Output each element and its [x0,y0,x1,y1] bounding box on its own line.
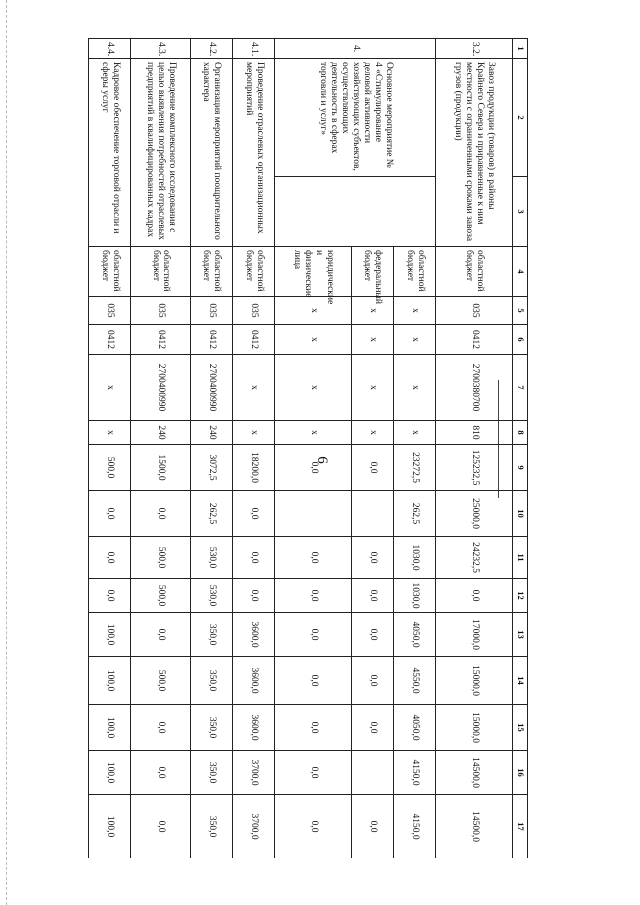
code-section: 0412 [436,325,513,355]
amount-col-15: 0,0 [275,705,352,751]
activity-name: Проведение отраслевых организационных мероприятий [233,59,275,247]
amount-col-12: 0,0 [275,579,352,613]
table-row [394,39,436,859]
amount-col-17: 0,0 [351,795,393,859]
activity-name: Основное мероприятие № 4 «Стимулирование деловой активности хозяйствующих субъектов, осуществляющих деятельность в сферах торговли и услуг» [275,59,436,177]
amount-col-13: 17000,0 [436,613,513,657]
amount-col-14: 350,0 [190,657,232,705]
amount-col-10: 0,0 [89,491,131,537]
amount-col-9: 18200,0 [233,445,275,491]
row-number: 4.2. [190,39,232,59]
code-grbs: 035 [233,297,275,325]
amount-col-15: 0,0 [351,705,393,751]
amount-col-14: 3600,0 [233,657,275,705]
amount-col-10: 0,0 [233,491,275,537]
amount-col-15: 4050,0 [394,705,436,751]
amount-col-12: 0,0 [89,579,131,613]
code-section: х [275,325,352,355]
amount-col-17: 14500,0 [436,795,513,859]
amount-col-13: 350,0 [190,613,232,657]
amount-col-11: 0,0 [89,537,131,579]
amount-col-17: 0,0 [275,795,352,859]
column-number-13: 13 [513,613,528,657]
activity-name: Организация мероприятий поощрительного характера [190,59,232,247]
amount-col-17: 4150,0 [394,795,436,859]
page-number: 6 [314,456,330,464]
amount-col-15: 15000,0 [436,705,513,751]
code-grbs: х [275,297,352,325]
column-number-4: 4 [513,247,528,297]
activity-name: Проведение комплексного исследования с целью выявления потребностей отраслевых предприятий в квалифицированных кадрах [131,59,190,247]
amount-col-15: 3600,0 [233,705,275,751]
amount-col-10 [351,491,393,537]
amount-col-10 [275,491,352,537]
amount-col-11: 0,0 [351,537,393,579]
amount-col-9: 0,0 [351,445,393,491]
activity-name: Завоз продукции (товаров) в районы Крайнего Севера и приравненные к ним местности с ограниченными сроками завоза грузов (продукции) [436,59,513,247]
code-target: х [275,355,352,421]
amount-col-14: 0,0 [351,657,393,705]
amount-col-11: 0,0 [233,537,275,579]
amount-col-10: 262,5 [190,491,232,537]
header-row [513,39,528,859]
amount-col-17: 0,0 [131,795,190,859]
column-number-2: 2 [513,59,528,177]
column-number-5: 5 [513,297,528,325]
amount-col-16: 4150,0 [394,751,436,795]
column-number-9: 9 [513,445,528,491]
row-number: 4.3. [131,39,190,59]
amount-col-12: 1030,0 [394,579,436,613]
amount-col-9: 1500,0 [131,445,190,491]
activity-name: Кадровое обеспечение торговой отрасли и сферы услуг [89,59,131,247]
amount-col-11: 1030,0 [394,537,436,579]
rotated-table-wrapper [88,38,528,858]
code-grbs: х [351,297,393,325]
amount-col-12: 530,0 [190,579,232,613]
amount-col-13: 0,0 [275,613,352,657]
column-number-7: 7 [513,355,528,421]
amount-col-13: 0,0 [131,613,190,657]
code-target: х [89,355,131,421]
funding-source: юридические и физические лица [275,247,352,297]
funding-source: областной бюджет [190,247,232,297]
amount-col-16: 350,0 [190,751,232,795]
amount-col-9: 23272,5 [394,445,436,491]
amount-col-16: 100,0 [89,751,131,795]
code-section: х [394,325,436,355]
code-grbs: 035 [89,297,131,325]
code-target: х [233,355,275,421]
code-type: х [351,421,393,445]
amount-col-9: 3072,5 [190,445,232,491]
code-grbs: х [394,297,436,325]
column-number-14: 14 [513,657,528,705]
left-edge-marks [6,0,13,905]
row-number: 4. [275,39,436,59]
column-number-16: 16 [513,751,528,795]
amount-col-14: 15000,0 [436,657,513,705]
amount-col-16: 0,0 [275,751,352,795]
amount-col-11: 500,0 [131,537,190,579]
budget-table [88,38,528,858]
amount-col-16 [351,751,393,795]
column-number-6: 6 [513,325,528,355]
code-type: 240 [131,421,190,445]
code-section: 0412 [131,325,190,355]
code-type: х [275,421,352,445]
funding-source: федеральный бюджет [351,247,393,297]
funding-source: областной бюджет [89,247,131,297]
table-row [131,39,190,859]
funding-source: областной бюджет [394,247,436,297]
code-type: 810 [436,421,513,445]
amount-col-17: 350,0 [190,795,232,859]
amount-col-14: 4550,0 [394,657,436,705]
column-number-1: 1 [513,39,528,59]
amount-col-13: 4050,0 [394,613,436,657]
amount-col-15: 0,0 [131,705,190,751]
amount-col-13: 0,0 [351,613,393,657]
table-row [436,39,513,859]
amount-col-11: 0,0 [275,537,352,579]
code-type: х [394,421,436,445]
amount-col-16: 14500,0 [436,751,513,795]
amount-col-14: 100,0 [89,657,131,705]
amount-col-12: 500,0 [131,579,190,613]
amount-col-15: 100,0 [89,705,131,751]
table-row [89,39,131,859]
amount-col-10: 0,0 [131,491,190,537]
funding-source: областной бюджет [233,247,275,297]
table-stage [88,38,528,858]
funding-source: областной бюджет [131,247,190,297]
code-grbs: 035 [436,297,513,325]
amount-col-16: 0,0 [131,751,190,795]
row-number: 4.4. [89,39,131,59]
amount-col-14: 0,0 [275,657,352,705]
code-target: 2700400990 [190,355,232,421]
amount-col-9: 125232,5 [436,445,513,491]
amount-col-13: 100,0 [89,613,131,657]
code-target: х [351,355,393,421]
code-target: х [394,355,436,421]
code-target: 2700400990 [131,355,190,421]
code-section: 0412 [190,325,232,355]
code-type: х [89,421,131,445]
amount-col-17: 100,0 [89,795,131,859]
funding-source: областной бюджет [436,247,513,297]
amount-col-14: 500,0 [131,657,190,705]
column-number-17: 17 [513,795,528,859]
code-target: 2700380700 [436,355,513,421]
amount-col-12: 0,0 [233,579,275,613]
amount-col-12: 0,0 [351,579,393,613]
row-number: 4.1. [233,39,275,59]
code-section: 0412 [89,325,131,355]
code-section: х [351,325,393,355]
amount-col-10: 25000,0 [436,491,513,537]
table-row [190,39,232,859]
amount-col-17: 3700,0 [233,795,275,859]
code-grbs: 035 [190,297,232,325]
amount-col-11: 530,0 [190,537,232,579]
code-section: 0412 [233,325,275,355]
amount-col-12: 0,0 [436,579,513,613]
column-number-3: 3 [513,177,528,247]
column-number-8: 8 [513,421,528,445]
responsible-cell [275,177,436,247]
amount-col-11: 24232,5 [436,537,513,579]
code-grbs: 035 [131,297,190,325]
code-type: 240 [190,421,232,445]
row-number: 3.2. [436,39,513,59]
column-number-15: 15 [513,705,528,751]
column-number-12: 12 [513,579,528,613]
amount-col-16: 3700,0 [233,751,275,795]
column-number-10: 10 [513,491,528,537]
code-type: х [233,421,275,445]
amount-col-13: 3600,0 [233,613,275,657]
amount-col-9: 500,0 [89,445,131,491]
column-number-11: 11 [513,537,528,579]
amount-col-9: 0,0 [275,445,352,491]
table-row [233,39,275,859]
amount-col-10: 262,5 [394,491,436,537]
amount-col-15: 350,0 [190,705,232,751]
